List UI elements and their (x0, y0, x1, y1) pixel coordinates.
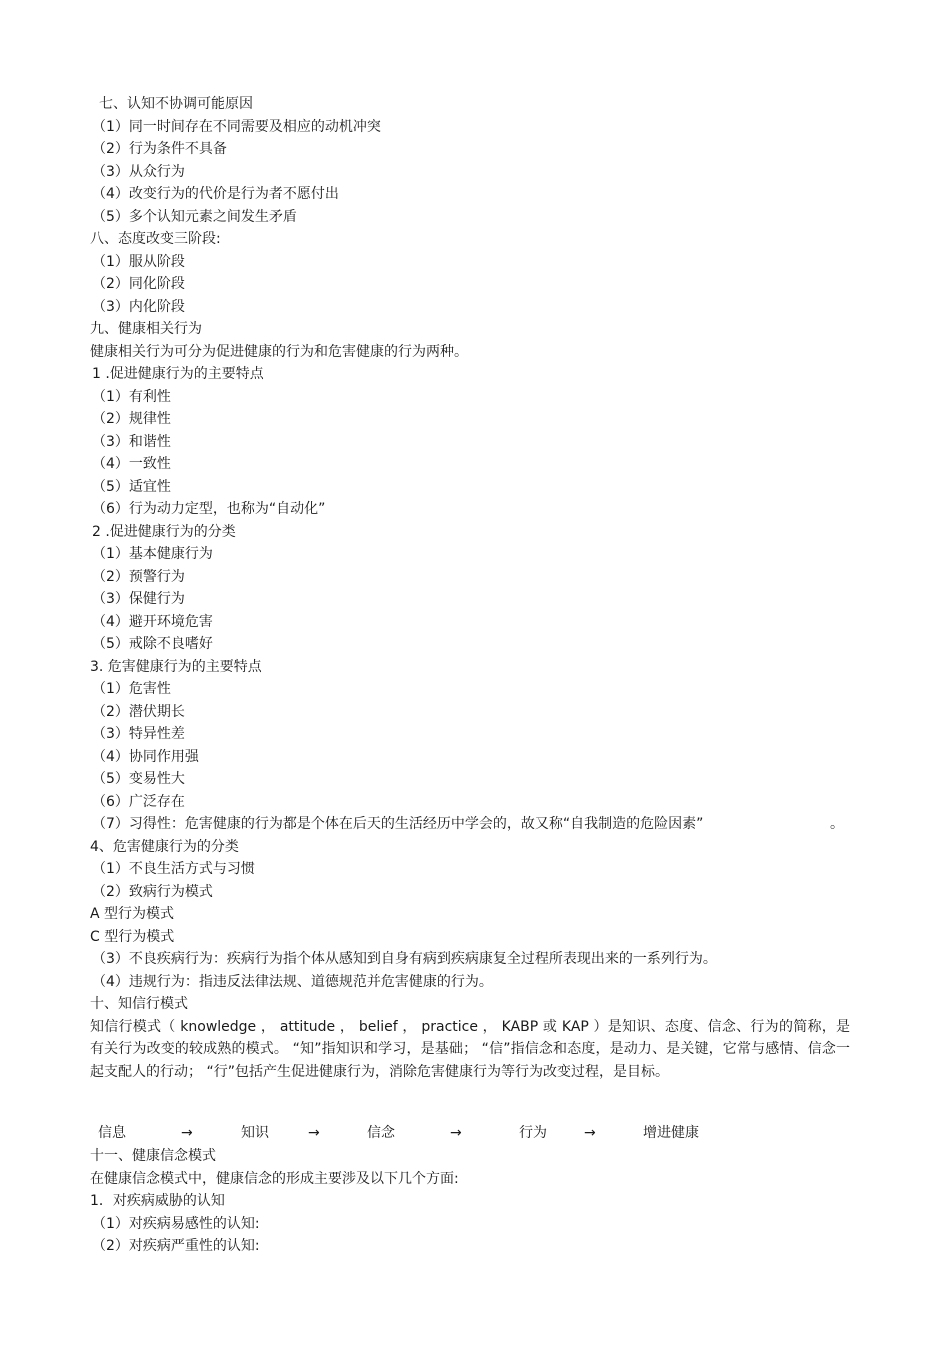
list-item: （3）内化阶段 (92, 298, 185, 315)
list-item: （5）适宜性 (92, 478, 171, 495)
list-item: （5）变易性大 (92, 771, 185, 787)
section-heading: 八、态度改变三阶段: (90, 231, 221, 247)
list-item: （4）避开环境危害 (92, 613, 213, 630)
list-item: （4）协同作用强 (92, 748, 199, 765)
list-item: （7）习得性：危害健康的行为都是个体在后天的生活经历中学会的，故又称“自我制造的危险因素” (92, 816, 704, 832)
list-item-row (90, 813, 880, 836)
list-item: （3）不良疾病行为：疾病行为指个体从感知到自身有病到疾病康复全过程所表现出来的一系列行为。 (92, 951, 717, 967)
list-item: （1）不良生活方式与习惯 (92, 861, 255, 877)
list-item: （4）改变行为的代价是行为者不愿付出 (92, 186, 339, 202)
list-item: （5）多个认知元素之间发生矛盾 (92, 208, 297, 225)
arrow-icon: → (181, 1125, 193, 1141)
kap-flow (98, 1121, 798, 1145)
list-item: （1）危害性 (92, 681, 171, 697)
arrow-icon: → (584, 1125, 596, 1141)
arrow-icon: → (308, 1125, 320, 1141)
list-item: （2）致病行为模式 (92, 883, 213, 900)
document-body-continued (90, 1145, 880, 1258)
list-item: （2）对疾病严重性的认知: (92, 1238, 260, 1254)
list-item: （2）潜伏期长 (92, 703, 185, 720)
list-item: （2）行为条件不具备 (92, 141, 227, 157)
list-item: （3）从众行为 (92, 163, 185, 180)
subsection-heading: 4、危害健康行为的分类 (90, 838, 239, 855)
trailing-period: 。 (830, 816, 844, 832)
list-item: （2）规律性 (92, 411, 171, 427)
list-item: （3）特异性差 (92, 726, 185, 742)
list-item: （2）预警行为 (92, 568, 185, 585)
section-heading: 十一、健康信念模式 (90, 1148, 216, 1164)
list-item: （1）对疾病易感性的认知: (92, 1215, 260, 1232)
subsection-heading: 1 .促进健康行为的主要特点 (92, 366, 264, 382)
list-item: （1）同一时间存在不同需要及相应的动机冲突 (92, 118, 381, 135)
list-item: （2）同化阶段 (92, 276, 185, 292)
list-item: （3）保健行为 (92, 591, 185, 607)
section-heading: 七、认知不协调可能原因 (99, 96, 253, 112)
list-item: （3）和谐性 (92, 433, 171, 450)
paragraph: 健康相关行为可分为促进健康的行为和危害健康的行为两种。 (90, 343, 468, 360)
pattern-item: A 型行为模式 (90, 906, 175, 922)
list-item: （1）服从阶段 (92, 253, 185, 270)
list-item: （4）一致性 (92, 456, 171, 472)
flow-step: 增进健康 (643, 1125, 699, 1141)
section-heading: 十、知信行模式 (90, 996, 188, 1012)
list-item: （6）广泛存在 (92, 793, 185, 810)
flow-step: 行为 (519, 1125, 547, 1141)
pattern-item: C 型行为模式 (90, 928, 175, 945)
flow-step: 知识 (241, 1125, 269, 1141)
flow-step: 信息 (98, 1125, 126, 1141)
document-body (90, 93, 880, 1083)
subsection-heading: 3. 危害健康行为的主要特点 (90, 658, 262, 675)
list-item: （4）违规行为：指违反法律法规、道德规范并危害健康的行为。 (92, 973, 493, 990)
list-item: （5）戒除不良嗜好 (92, 636, 213, 652)
flow-step: 信念 (367, 1125, 395, 1141)
list-item: （1）基本健康行为 (92, 546, 213, 562)
paragraph: 知信行模式（ knowledge ， attitude ， belief ， practice ， KABP 或 KAP ）是知识、态度、信念、行为的简称，是有关行为改变的较成熟的模式。 “知”指知识和学习，是基础； “信”指信念和态度，是动力、是关键，它常与感情、信念一起支配人的行动； “行”包括产生促进健康行为，消除危害健康行为等行为改变过程，是目标。 (90, 1018, 850, 1080)
list-item: （6）行为动力定型，也称为“自动化” (92, 501, 326, 517)
subsection-heading: 2 .促进健康行为的分类 (92, 523, 236, 540)
arrow-icon: → (450, 1125, 462, 1141)
section-heading: 九、健康相关行为 (90, 321, 202, 337)
subsection-heading: 1．对疾病威胁的认知 (90, 1193, 225, 1209)
paragraph: 在健康信念模式中，健康信念的形成主要涉及以下几个方面: (90, 1170, 459, 1187)
list-item: （1）有利性 (92, 388, 171, 405)
